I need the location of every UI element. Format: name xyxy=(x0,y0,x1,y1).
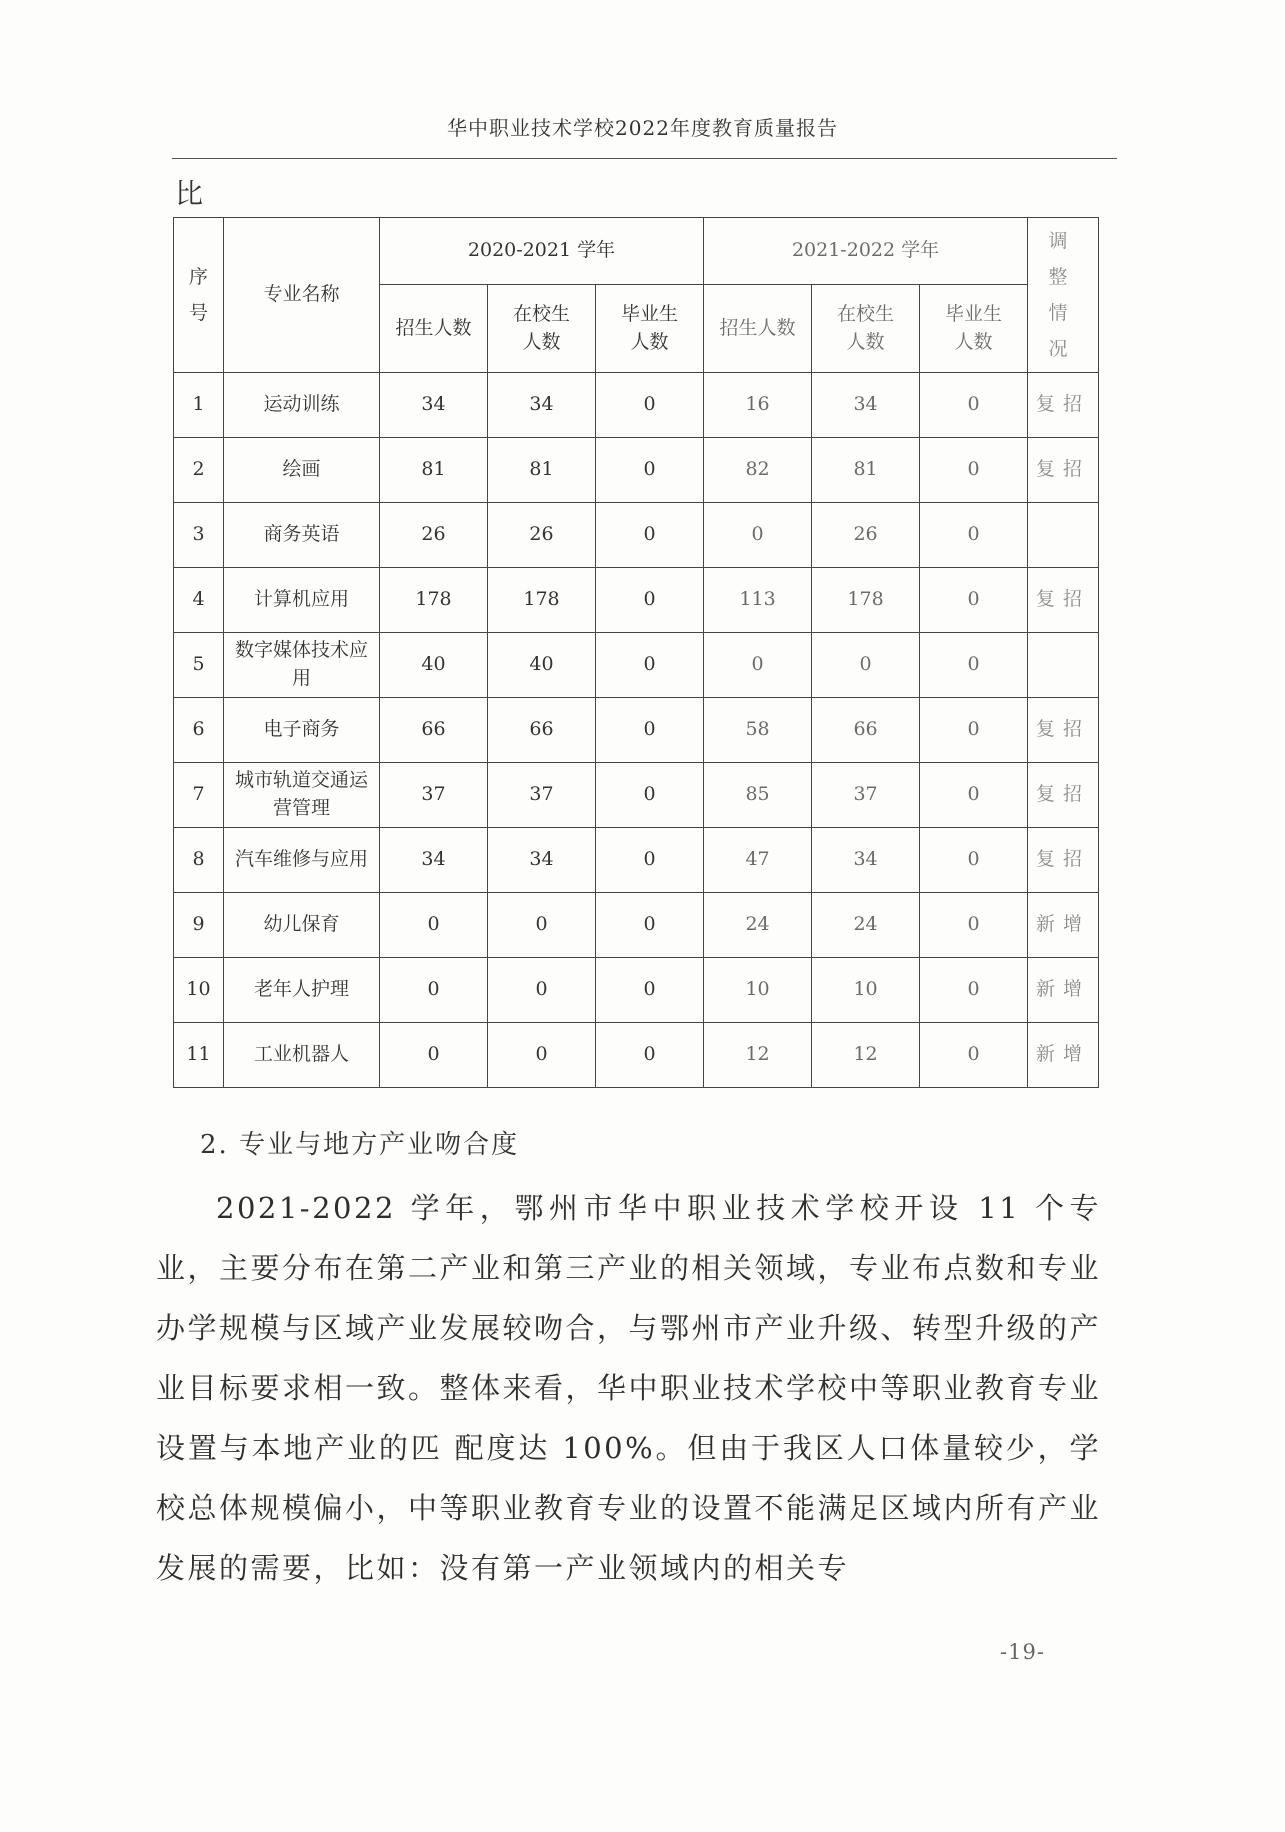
cell-y1-in: 0 xyxy=(488,893,596,958)
cell-name: 电子商务 xyxy=(224,698,380,763)
cell-y1-in: 34 xyxy=(488,828,596,893)
cell-y2-in: 24 xyxy=(812,893,920,958)
cell-y2-grad: 0 xyxy=(920,893,1028,958)
cell-y2-in: 26 xyxy=(812,503,920,568)
cell-name: 幼儿保育 xyxy=(224,893,380,958)
cell-y1-in: 40 xyxy=(488,633,596,698)
cell-seq: 6 xyxy=(174,698,224,763)
cell-y1-enroll: 178 xyxy=(380,568,488,633)
cell-adjust: 复招 xyxy=(1028,763,1099,828)
cell-name: 城市轨道交通运营管理 xyxy=(224,763,380,828)
cell-seq: 3 xyxy=(174,503,224,568)
cell-y2-enroll: 47 xyxy=(704,828,812,893)
cell-y2-grad: 0 xyxy=(920,763,1028,828)
header-year-2020-2021: 2020-2021 学年 xyxy=(380,218,704,285)
cell-y1-grad: 0 xyxy=(596,568,704,633)
table-row xyxy=(174,828,1099,893)
cell-adjust: 复招 xyxy=(1028,568,1099,633)
cell-y2-enroll: 12 xyxy=(704,1023,812,1088)
page-number: -19- xyxy=(1000,1640,1045,1664)
header-divider xyxy=(172,158,1117,159)
cell-seq: 8 xyxy=(174,828,224,893)
header-y1-enroll: 招生人数 xyxy=(380,285,488,373)
table-row xyxy=(174,503,1099,568)
cell-y2-in: 34 xyxy=(812,828,920,893)
body-paragraph: 2021-2022 学年，鄂州市华中职业技术学校开设 11 个专业，主要分布在第二产业和第三产业的相关领域，专业布点数和专业办学规模与区域产业发展较吻合，与鄂州市产业升级、转型升级的产业目标要求相一致。整体来看，华中职业技术学校中等职业教育专业设置与本地产业的匹 配度达 100%。但由于我区人口体量较少，学校总体规模偏小，中等职业教育专业的设置不能满足区域内所有产业发展的需要，比如：没有第一产业领域内的相关专 xyxy=(156,1191,1102,1585)
cell-y2-grad: 0 xyxy=(920,1023,1028,1088)
cell-y1-in: 0 xyxy=(488,1023,596,1088)
cell-y1-in: 34 xyxy=(488,373,596,438)
cell-adjust: 新增 xyxy=(1028,958,1099,1023)
cell-y1-enroll: 0 xyxy=(380,958,488,1023)
cell-y1-enroll: 0 xyxy=(380,1023,488,1088)
cell-y1-in: 26 xyxy=(488,503,596,568)
cell-y1-grad: 0 xyxy=(596,633,704,698)
header-major-name: 专业名称 xyxy=(224,218,380,373)
cell-name: 运动训练 xyxy=(224,373,380,438)
cell-y1-grad: 0 xyxy=(596,698,704,763)
cell-adjust: 新增 xyxy=(1028,1023,1099,1088)
cell-y2-enroll: 0 xyxy=(704,633,812,698)
cell-seq: 7 xyxy=(174,763,224,828)
cell-y1-grad: 0 xyxy=(596,958,704,1023)
cell-y2-grad: 0 xyxy=(920,568,1028,633)
table-row xyxy=(174,438,1099,503)
cell-name: 计算机应用 xyxy=(224,568,380,633)
cell-y1-in: 0 xyxy=(488,958,596,1023)
cell-adjust: 新增 xyxy=(1028,893,1099,958)
cell-seq: 11 xyxy=(174,1023,224,1088)
cell-y1-grad: 0 xyxy=(596,893,704,958)
cell-y2-in: 81 xyxy=(812,438,920,503)
table-row xyxy=(174,698,1099,763)
table-row xyxy=(174,1023,1099,1088)
cell-seq: 5 xyxy=(174,633,224,698)
cell-name: 工业机器人 xyxy=(224,1023,380,1088)
cell-y2-in: 10 xyxy=(812,958,920,1023)
continued-text: 比 xyxy=(175,177,204,210)
table-row xyxy=(174,958,1099,1023)
cell-y1-in: 81 xyxy=(488,438,596,503)
cell-y2-in: 178 xyxy=(812,568,920,633)
cell-name: 商务英语 xyxy=(224,503,380,568)
header-y2-enroll: 招生人数 xyxy=(704,285,812,373)
table-row xyxy=(174,568,1099,633)
table-row xyxy=(174,763,1099,828)
cell-y1-in: 37 xyxy=(488,763,596,828)
cell-adjust xyxy=(1028,503,1099,568)
cell-y1-grad: 0 xyxy=(596,1023,704,1088)
cell-y2-enroll: 16 xyxy=(704,373,812,438)
cell-name: 数字媒体技术应用 xyxy=(224,633,380,698)
cell-y1-enroll: 40 xyxy=(380,633,488,698)
major-enrollment-table xyxy=(173,217,1099,1088)
cell-y2-in: 0 xyxy=(812,633,920,698)
cell-y1-enroll: 66 xyxy=(380,698,488,763)
cell-y1-enroll: 26 xyxy=(380,503,488,568)
section-heading: 2. 专业与地方产业吻合度 xyxy=(200,1130,520,1160)
cell-seq: 9 xyxy=(174,893,224,958)
cell-adjust xyxy=(1028,633,1099,698)
cell-y2-grad: 0 xyxy=(920,958,1028,1023)
cell-y1-grad: 0 xyxy=(596,438,704,503)
cell-y1-grad: 0 xyxy=(596,828,704,893)
cell-y2-enroll: 85 xyxy=(704,763,812,828)
cell-y2-in: 66 xyxy=(812,698,920,763)
cell-y2-grad: 0 xyxy=(920,373,1028,438)
cell-y2-grad: 0 xyxy=(920,633,1028,698)
header-seq: 序号 xyxy=(174,218,224,373)
cell-y2-enroll: 113 xyxy=(704,568,812,633)
cell-adjust: 复招 xyxy=(1028,828,1099,893)
table-row xyxy=(174,373,1099,438)
header-year-2021-2022: 2021-2022 学年 xyxy=(704,218,1028,285)
cell-y2-in: 34 xyxy=(812,373,920,438)
cell-y2-grad: 0 xyxy=(920,698,1028,763)
header-adjustment: 调整情况 xyxy=(1028,218,1099,373)
header-y2-graduates: 毕业生人数 xyxy=(920,285,1028,373)
page-header: 华中职业技术学校2022年度教育质量报告 xyxy=(447,116,838,140)
cell-y2-enroll: 24 xyxy=(704,893,812,958)
cell-adjust: 复招 xyxy=(1028,373,1099,438)
table-row xyxy=(174,893,1099,958)
cell-y1-enroll: 34 xyxy=(380,373,488,438)
cell-y1-grad: 0 xyxy=(596,503,704,568)
cell-y1-enroll: 34 xyxy=(380,828,488,893)
header-y2-in-school: 在校生人数 xyxy=(812,285,920,373)
table-body xyxy=(174,373,1099,1088)
cell-seq: 2 xyxy=(174,438,224,503)
cell-y2-grad: 0 xyxy=(920,438,1028,503)
cell-y2-enroll: 10 xyxy=(704,958,812,1023)
cell-y1-grad: 0 xyxy=(596,763,704,828)
cell-seq: 10 xyxy=(174,958,224,1023)
cell-y2-enroll: 0 xyxy=(704,503,812,568)
cell-name: 老年人护理 xyxy=(224,958,380,1023)
cell-y1-enroll: 81 xyxy=(380,438,488,503)
cell-y2-enroll: 82 xyxy=(704,438,812,503)
cell-y1-in: 66 xyxy=(488,698,596,763)
cell-y1-enroll: 37 xyxy=(380,763,488,828)
cell-y2-grad: 0 xyxy=(920,828,1028,893)
cell-y1-enroll: 0 xyxy=(380,893,488,958)
cell-y2-enroll: 58 xyxy=(704,698,812,763)
cell-y2-in: 37 xyxy=(812,763,920,828)
table-row xyxy=(174,633,1099,698)
cell-name: 汽车维修与应用 xyxy=(224,828,380,893)
header-y1-graduates: 毕业生人数 xyxy=(596,285,704,373)
cell-seq: 4 xyxy=(174,568,224,633)
cell-y2-grad: 0 xyxy=(920,503,1028,568)
cell-adjust: 复招 xyxy=(1028,438,1099,503)
cell-y1-grad: 0 xyxy=(596,373,704,438)
cell-y2-in: 12 xyxy=(812,1023,920,1088)
cell-adjust: 复招 xyxy=(1028,698,1099,763)
cell-seq: 1 xyxy=(174,373,224,438)
cell-name: 绘画 xyxy=(224,438,380,503)
cell-y1-in: 178 xyxy=(488,568,596,633)
header-y1-in-school: 在校生人数 xyxy=(488,285,596,373)
